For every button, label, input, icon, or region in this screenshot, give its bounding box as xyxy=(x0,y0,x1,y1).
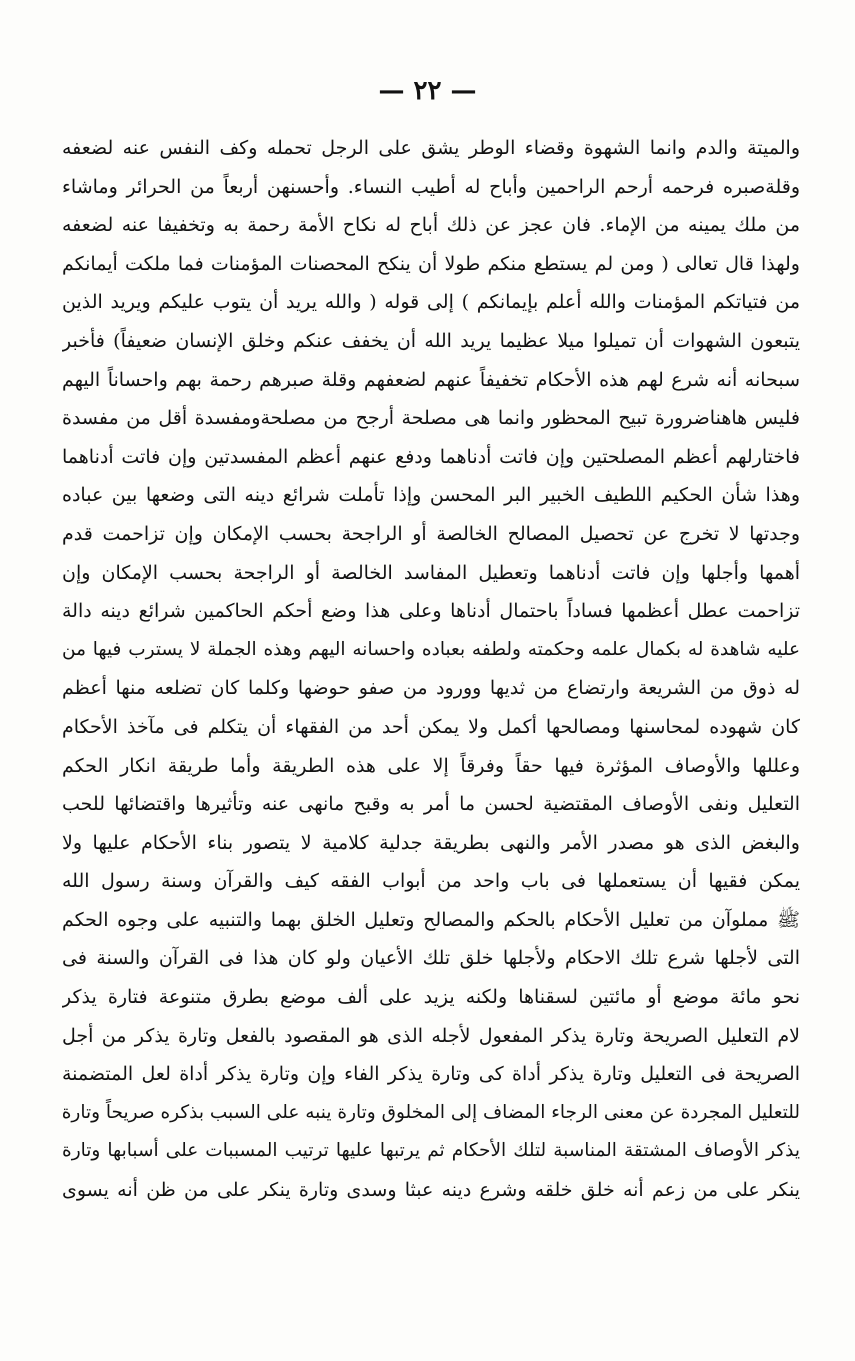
text-line: كان شهوده لمحاسنها ومصالحها أكمل ولا يمكن أحد من الفقهاء أن يتكلم فى مآخذ الأحكام xyxy=(62,715,800,738)
text-line: وعللها والأوصاف المؤثرة فيها حقاً وفرقاً إلا على هذه الطريقة وأما طريقة انكار الحكم xyxy=(62,754,800,777)
text-line: من فتياتكم المؤمنات والله أعلم بإيمانكم ) إلى قوله ( والله يريد أن يتوب عليكم ويريد الذين xyxy=(62,291,800,314)
text-line: ﷺ مملوآن من تعليل الأحكام بالحكم والمصالح وتعليل الخلق بهما والتنبيه على وجوه الحكم xyxy=(62,908,800,931)
text-line: يذكر الأوصاف المشتقة المناسبة لتلك الأحكام ثم يرتبها عليها ترتيب المسببات على أسبابها وتارة xyxy=(62,1140,800,1162)
body-text xyxy=(62,129,800,1210)
text-line: التعليل ونفى الأوصاف المقتضية لحسن ما أمر به وقبح مانهى عنه وتأثيرها واقتضائها للحب xyxy=(62,793,800,816)
text-line: أهمها وأجلها وإن فاتت أدناهما وتعطيل المفاسد الخالصة أو الراجحة بحسب الإمكان وإن xyxy=(62,561,800,584)
text-line: وقلةصبره فرحمه أرحم الراحمين وأباح له أطيب النساء. وأحسنهن أربعاً من الحرائر وماشاء xyxy=(62,175,800,198)
text-line: لام التعليل الصريحة وتارة يذكر المفعول لأجله الذى هو المقصود بالفعل وتارة يذكر من أجل xyxy=(62,1024,800,1047)
text-line: يتبعون الشهوات أن تميلوا ميلا عظيما يريد الله أن يخفف عنكم وخلق الإنسان ضعيفاً) فأخبر xyxy=(62,329,800,352)
text-line: وهذا شأن الحكيم اللطيف الخبير البر المحسن وإذا تأملت شرائع دينه التى وضعها بين عباده xyxy=(62,484,800,507)
text-line: التى لأجلها شرع تلك الاحكام ولأجلها خلق تلك الأعيان ولو كان هذا فى القرآن والسنة فى xyxy=(62,947,800,970)
text-line: نحو مائة موضع أو مائتين لسقناها ولكنه يزيد على ألف موضع بطرق متنوعة فتارة يذكر xyxy=(62,986,800,1009)
text-line: عليه شاهدة له بكمال علمه وحكمته ولطفه بعباده واحسانه اليهم وهذه الجملة لا يسترب فيها من xyxy=(62,638,800,660)
text-line: وجدتها لا تخرج عن تحصيل المصالح الخالصة أو الراجحة بحسب الإمكان وإن تزاحمت قدم xyxy=(62,522,800,545)
text-line: يمكن فقيها أن يستعملها فى باب واحد من أبواب الفقه كيف والقرآن وسنة رسول الله xyxy=(62,870,800,893)
text-line: والبغض الذى هو مصدر الأمر والنهى بطريقة جدلية كلامية لا يتصور بناء الأحكام عليها ولا xyxy=(62,831,800,854)
text-line: فليس هاهناضرورة تبيح المحظور وانما هى مصلحة أرجح من مصلحةومفسدة أقل من مفسدة xyxy=(62,407,800,430)
text-line: تزاحمت عطل أعظمها فساداً باحتمال أدناها وعلى هذا وضع أحكم الحاكمين شرائع دينه دالة xyxy=(62,600,800,623)
text-line: للتعليل المجردة عن معنى الرجاء المضاف إلى المخلوق وتارة ينبه على السبب بذكره صريحاً وتارة xyxy=(62,1101,800,1123)
text-line: ولهذا قال تعالى ( ومن لم يستطع منكم طولا أن ينكح المحصنات المؤمنات فما ملكت أيمانكم xyxy=(62,252,800,275)
text-line: فاختارلهم أعظم المصلحتين وإن فاتت أدناهما ودفع عنهم أعظم المفسدتين وإن فاتت أدناهما xyxy=(62,445,800,468)
page-number: — ٢٢ — xyxy=(378,76,477,106)
text-line: ينكر على من زعم أنه خلق خلقه وشرع دينه عبثا وسدى وتارة ينكر على من ظن أنه يسوى xyxy=(62,1179,800,1202)
text-line: من ملك يمينه من الإماء. فان عجز عن ذلك أباح له نكاح الأمة رحمة به وتخفيفا عنه لضعفه xyxy=(62,214,800,237)
text-line: والميتة والدم وانما الشهوة وقضاء الوطر يشق على الرجل تحمله وكف النفس عنه لضعفه xyxy=(62,137,800,159)
text-line: الصريحة فى التعليل وتارة يذكر أداة كى وتارة يذكر الفاء وإن وتارة يذكر أداة لعل المتضمنة xyxy=(62,1063,800,1086)
text-line: سبحانه أنه شرع لهم هذه الأحكام تخفيفاً عنهم لضعفهم وقلة صبرهم رحمة بهم واحساناً اليهم xyxy=(62,368,800,391)
text-line: له ذوق من الشريعة وارتضاع من ثديها وورود من صفو حوضها وكلما كان تضلعه منها أعظم xyxy=(62,677,800,700)
